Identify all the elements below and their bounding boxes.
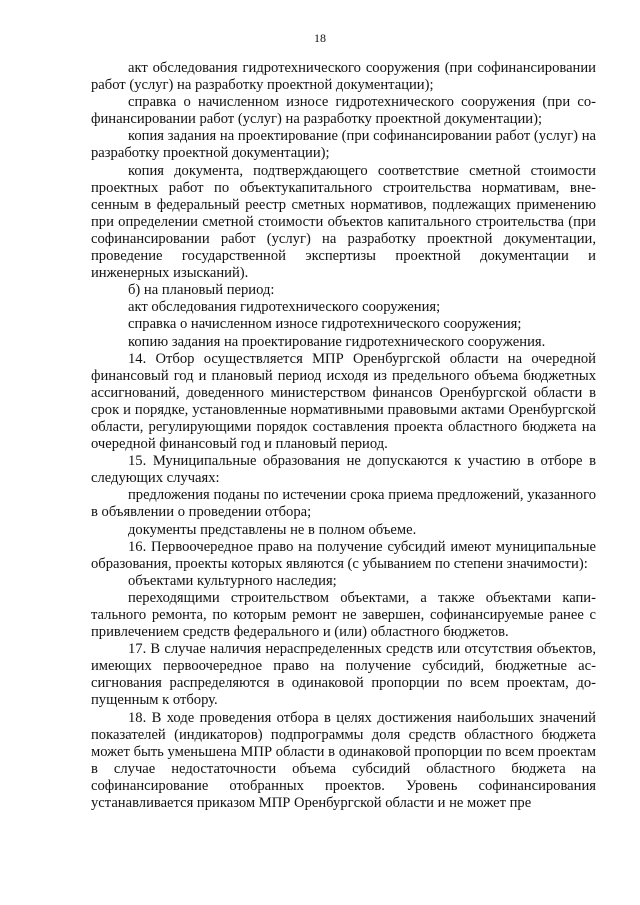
paragraph: 16. Первоочередное право на получение субсидий имеют муниципальные образования, проекты которых являются (с убыванием по степени значимости): [91, 538, 596, 572]
paragraph: акт обследования гидротехнического сооружения; [128, 299, 441, 316]
paragraph: предложения поданы по истечении срока приема предложений, указанного в объявлении о проведении отбора; [91, 487, 596, 521]
paragraph: 15. Муниципальные образования не допускаются к участию в отборе в следующих случаях: [91, 453, 596, 487]
paragraph: б) на плановый период: [128, 282, 275, 299]
paragraph: справка о начисленном износе гидротехнического сооружения; [128, 316, 522, 333]
paragraph: справка о начисленном износе гидротехнического сооружения (при софинансировании работ (услуг) на разработку проектной документации); [91, 94, 596, 128]
page-number: 18 [314, 31, 326, 45]
paragraph: копию задания на проектирование гидротехнического сооружения. [128, 333, 546, 350]
paragraph: акт обследования гидротехнического сооружения (при софинансировании работ (услуг) на разработку проектной документации); [91, 60, 596, 94]
paragraph: 18. В ходе проведения отбора в целях достижения наибольших значений показателей (индикаторов) подпрограммы доля средств областного бюджета может быть уменьшена МПР области в одинаковой пропорции по всем проектам в случае недостаточности объема субсидий областного бюджета на софинансирование отобранных проектов. Уровень софинансирования устанавливается приказом МПР Оренбургской области и не может пре [91, 709, 596, 812]
paragraph: документы представлены не в полном объеме. [128, 521, 417, 538]
paragraph: 14. Отбор осуществляется МПР Оренбургской области на очередной финансовый год и плановый период исходя из предельного объема бюджетных ассигнований, доведенного министерством финансов Оренбургской области в срок и порядке, установленные нормативными правовыми актами Оренбургской области, регулирующими порядок составления проекта областного бюджета на очередной финансовый год и плановый период. [91, 350, 596, 453]
paragraph: 17. В случае наличия нераспределенных средств или отсутствия объектов, имеющих первоочередное право на получение субсидий, бюджетные ассигнования распределяются в одинаковой пропорции по всем проектам, допущенным к отбору. [91, 641, 596, 709]
page-body [91, 60, 596, 812]
paragraph: копия задания на проектирование (при софинансировании работ (услуг) на разработку проектной документации); [91, 128, 596, 162]
paragraph: переходящими строительством объектами, а также объектами капитального ремонта, по которым ремонт не завершен, софинансируемые ранее с привлечением средств федерального и (или) областного бюджетов. [91, 589, 596, 641]
paragraph: объектами культурного наследия; [128, 572, 337, 589]
paragraph: копия документа, подтверждающего соответствие сметной стоимости проектных работ по объектукапитального строительства нормативам, внесенным в федеральный реестр сметных нормативов, подлежащих применению при определении сметной стоимости объектов капитального строительства (при софинансировании работ (услуг) на разработку проектной документации, проведение государственной экспертизы проектной документации и инженерных изысканий). [91, 162, 596, 282]
